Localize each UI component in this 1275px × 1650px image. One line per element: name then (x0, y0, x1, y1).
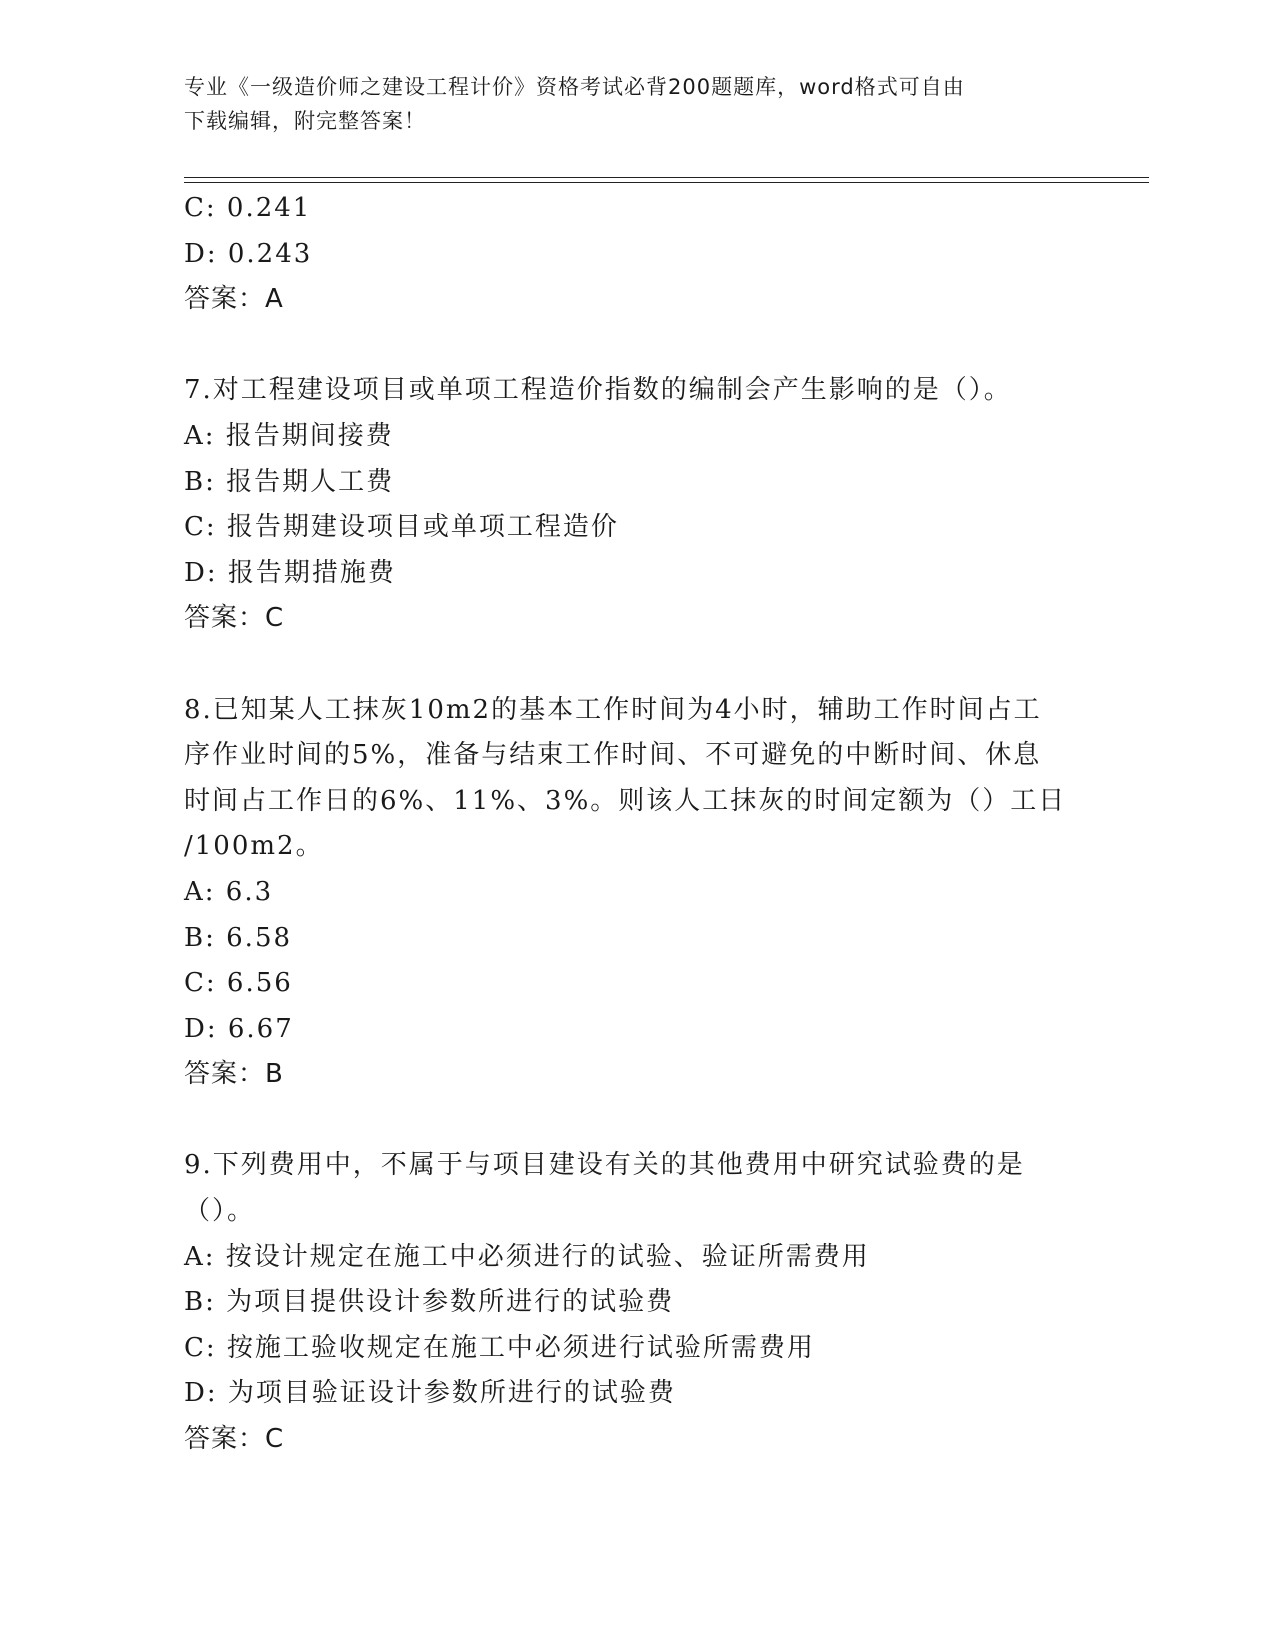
header-line-2: 下载编辑，附完整答案！ (184, 109, 426, 133)
question-text: 7.对工程建设项目或单项工程造价指数的编制会产生影响的是（）。 (184, 375, 1012, 406)
question-text-line-3: 时间占工作日的6%、11%、3%。则该人工抹灰的时间定额为（）工日 (184, 785, 1067, 816)
spacer (184, 323, 1084, 369)
answer: 答案：B (184, 1059, 284, 1090)
option-c: C: 6.56 (184, 968, 293, 999)
header-rule-bottom (184, 182, 1149, 183)
question-7 (184, 368, 1084, 642)
question-text-line-1: 8.已知某人工抹灰10m2的基本工作时间为4小时，辅助工作时间占工 (184, 694, 1042, 725)
question-9 (184, 1143, 1084, 1462)
option-b: B: 6.58 (184, 922, 293, 953)
answer: 答案：A (184, 284, 284, 315)
option-a: A: 6.3 (184, 876, 274, 907)
option-d: D: 0.243 (184, 238, 313, 269)
option-c: C: 按施工验收规定在施工中必须进行试验所需费用 (184, 1332, 815, 1363)
option-b: B: 报告期人工费 (184, 466, 395, 497)
option-a: A: 按设计规定在施工中必须进行的试验、验证所需费用 (184, 1241, 870, 1272)
spacer (184, 642, 1084, 688)
option-b: B: 为项目提供设计参数所进行的试验费 (184, 1287, 675, 1318)
question-text-line-2: 序作业时间的5%，准备与结束工作时间、不可避免的中断时间、休息 (184, 740, 1042, 771)
header-line-1: 专业《一级造价师之建设工程计价》资格考试必背200题题库，word格式可自由 (184, 75, 965, 99)
question-8 (184, 688, 1084, 1098)
question-6 (184, 186, 1084, 323)
page-header (184, 70, 1084, 138)
header-rule-top (184, 177, 1149, 178)
spacer (184, 1098, 1084, 1144)
option-d: D: 为项目验证设计参数所进行的试验费 (184, 1378, 676, 1409)
option-a: A: 报告期间接费 (184, 420, 394, 451)
answer: 答案：C (184, 1424, 285, 1455)
option-d: D: 报告期措施费 (184, 557, 396, 588)
document-body (184, 186, 1084, 1463)
option-c: C: 0.241 (184, 193, 312, 223)
answer: 答案：C (184, 603, 285, 634)
option-d: D: 6.67 (184, 1013, 294, 1044)
question-text-line-2: （）。 (184, 1196, 256, 1227)
question-text-line-1: 9.下列费用中，不属于与项目建设有关的其他费用中研究试验费的是 (184, 1150, 1025, 1181)
option-c: C: 报告期建设项目或单项工程造价 (184, 512, 619, 543)
question-text-line-4: /100m2。 (184, 831, 324, 862)
